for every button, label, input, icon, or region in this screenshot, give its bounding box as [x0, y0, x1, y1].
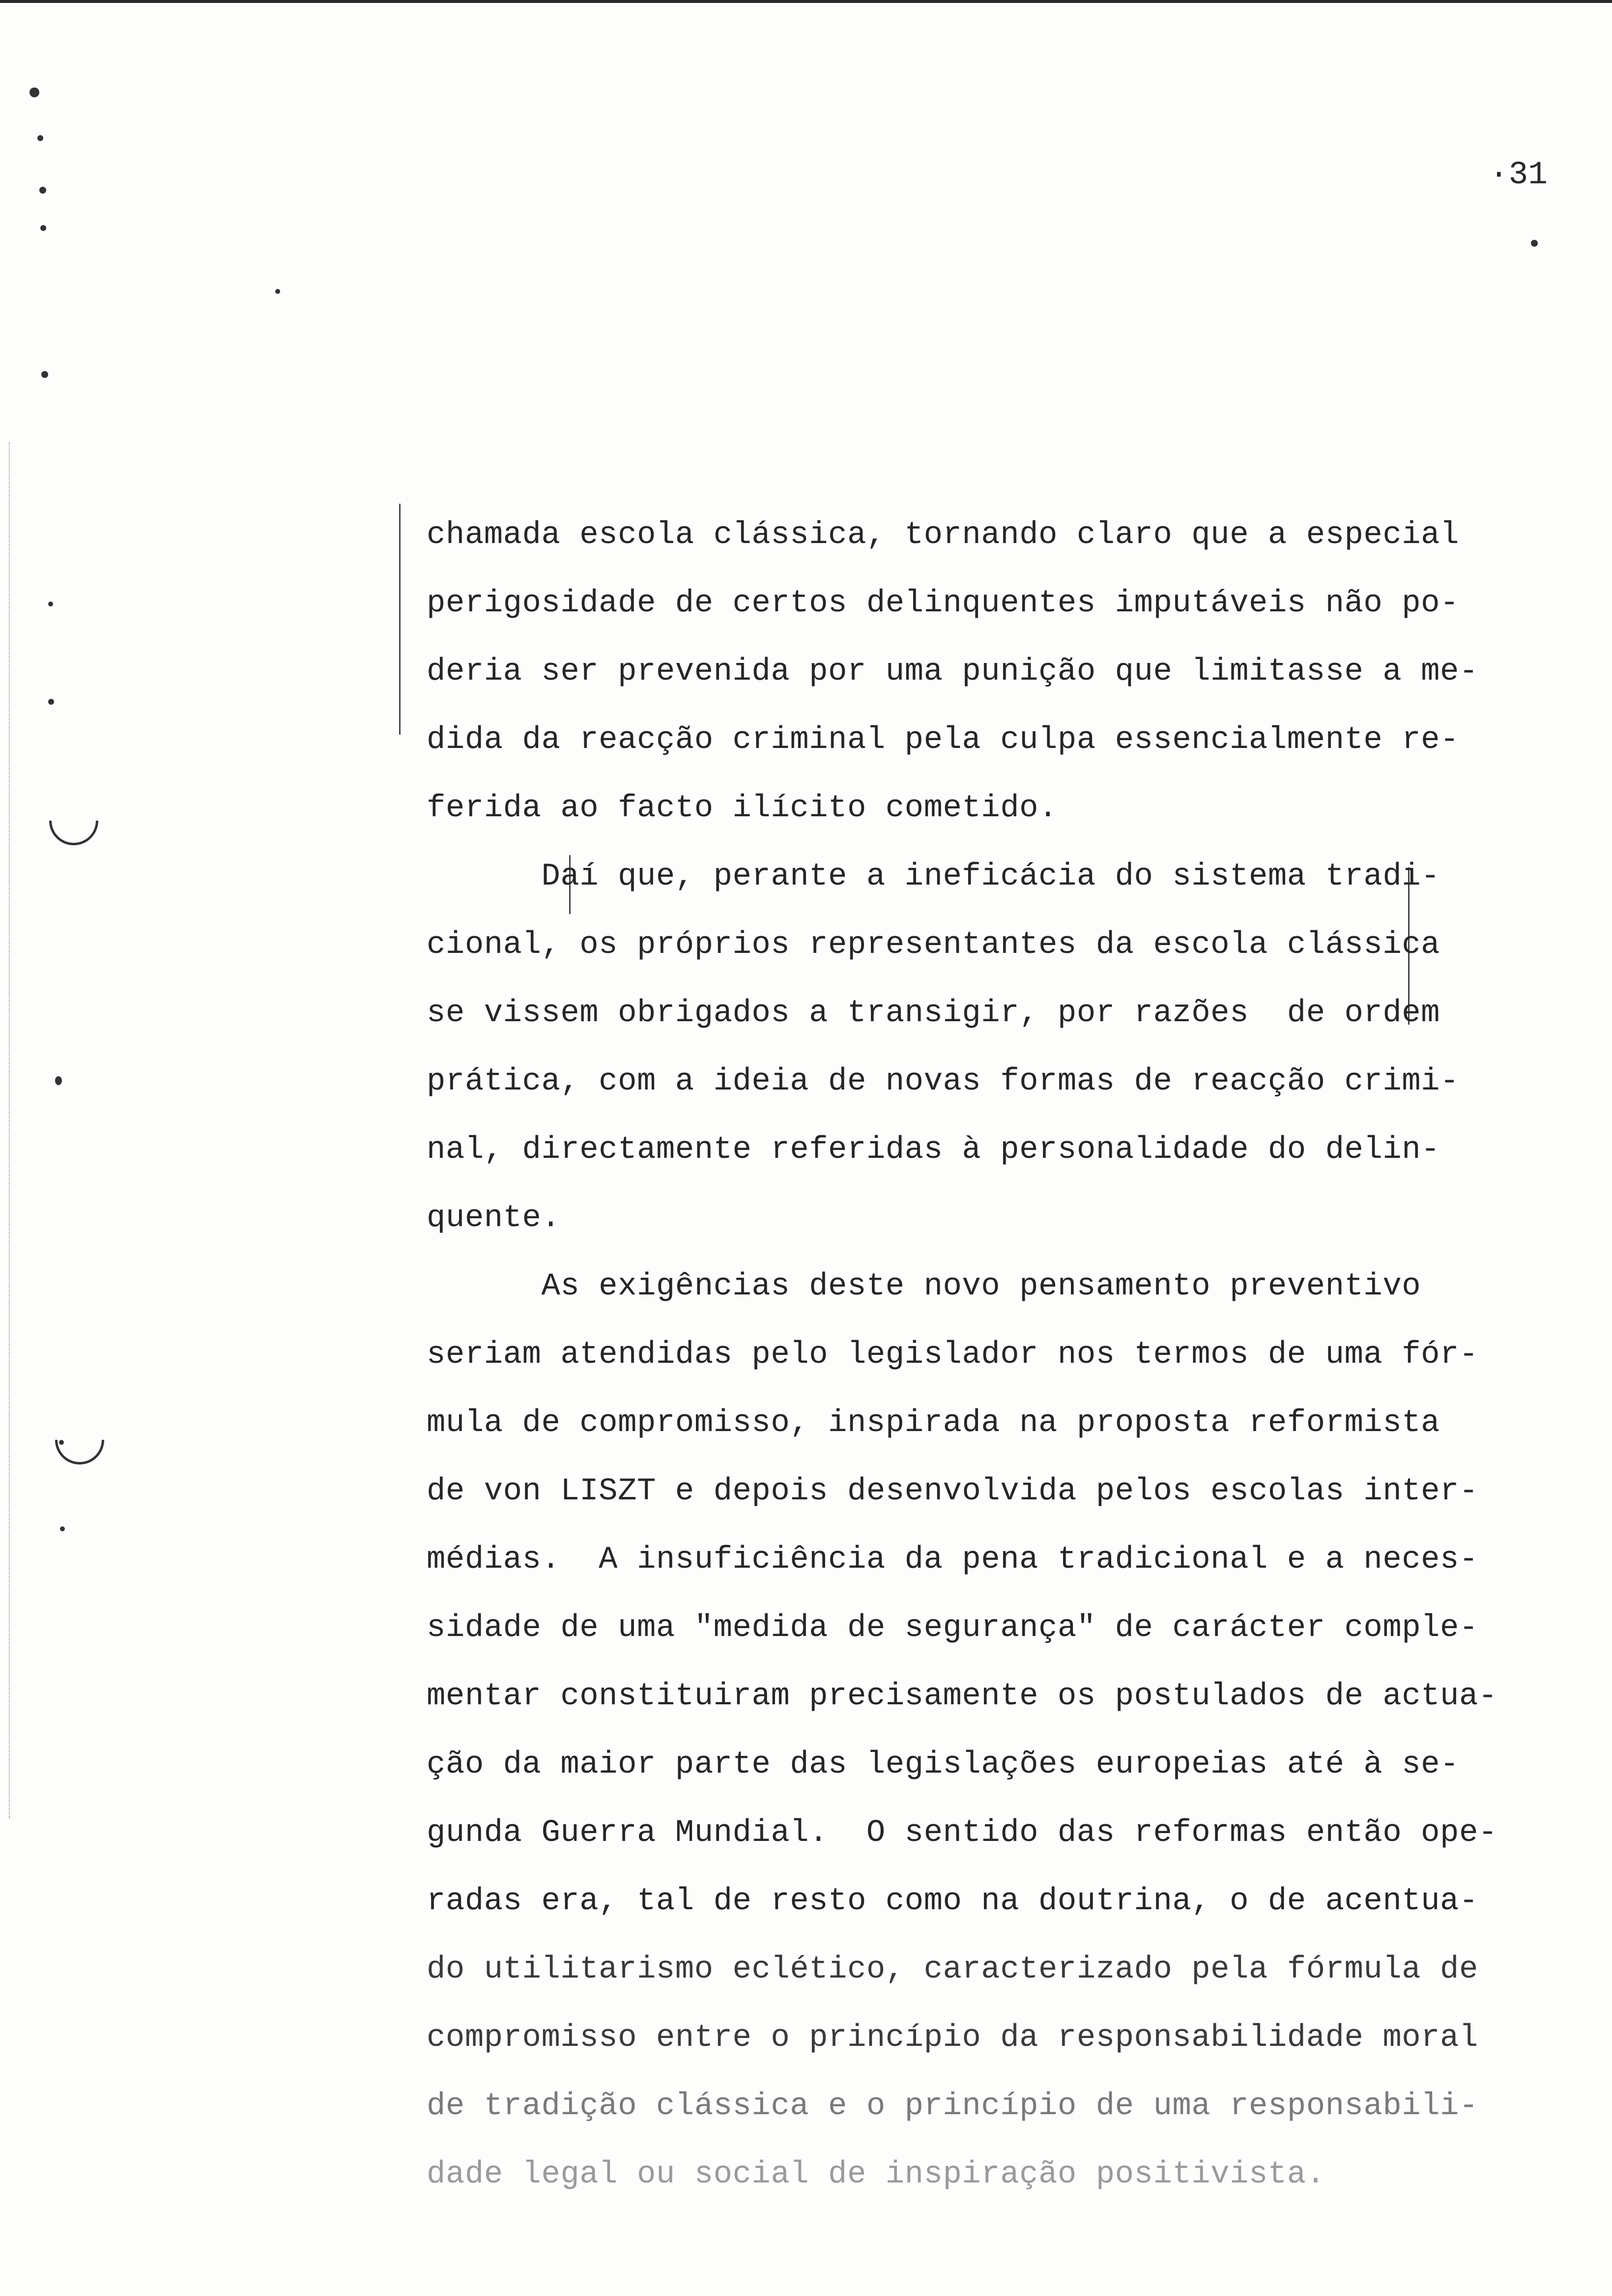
margin-dot — [29, 87, 39, 97]
text-line: ção da maior parte das legislações europeias até à se- — [427, 1747, 1459, 1782]
text-line: do utilitarismo eclético, caracterizado pela fórmula de — [427, 1952, 1478, 1987]
text-line: quente. — [427, 1201, 561, 1236]
text-line: chamada escola clássica, tornando claro que a especial — [427, 517, 1459, 553]
text-line: de tradição clássica e o princípio de uma responsabili- — [427, 2089, 1478, 2124]
text-line: ferida ao facto ilícito cometido. — [427, 791, 1058, 826]
margin-dot — [48, 602, 53, 606]
margin-dot — [39, 187, 46, 194]
text-line: seriam atendidas pelo legislador nos termos de uma fór- — [427, 1337, 1478, 1373]
text-line: cional, os próprios representantes da escola clássica — [427, 927, 1440, 963]
text-line: prática, com a ideia de novas formas de reacção crimi- — [427, 1064, 1459, 1099]
text-line: perigosidade de certos delinquentes imputáveis não po- — [427, 586, 1459, 621]
text-line: Daí que, perante a ineficácia do sistema tradi- — [427, 859, 1440, 894]
text-line: As exigências deste novo pensamento preventivo — [427, 1269, 1421, 1304]
margin-dot — [1531, 240, 1538, 247]
margin-dot — [48, 699, 54, 705]
text-line: deria ser prevenida por uma punição que limitasse a me- — [427, 654, 1478, 689]
margin-dot — [37, 135, 43, 141]
scan-edge-artifact — [9, 442, 11, 1818]
text-line: dida da reacção criminal pela culpa essencialmente re- — [427, 722, 1459, 758]
text-line: mentar constituiram precisamente os postulados de actua- — [427, 1679, 1497, 1714]
text-line: dade legal ou social de inspiração positivista. — [427, 2157, 1325, 2192]
top-border — [0, 0, 1612, 3]
margin-dot — [55, 1076, 62, 1085]
margin-dot — [275, 289, 280, 294]
text-line: de von LISZT e depois desenvolvida pelos escolas inter- — [427, 1474, 1478, 1509]
text-line: sidade de uma "medida de segurança" de carácter comple- — [427, 1610, 1478, 1646]
margin-dot — [40, 225, 46, 231]
margin-dot — [60, 1526, 65, 1531]
text-line: compromisso entre o princípio da responsabilidade moral — [427, 2020, 1478, 2056]
text-line: se vissem obrigados a transigir, por razões de ordem — [427, 996, 1440, 1031]
margin-vertical-line — [399, 504, 401, 735]
margin-dot — [41, 371, 48, 378]
text-line: gunda Guerra Mundial. O sentido das reformas então ope- — [427, 1815, 1497, 1851]
text-line: radas era, tal de resto como na doutrina, o de acentua- — [427, 1884, 1478, 1919]
text-line: nal, directamente referidas à personalidade do delin- — [427, 1132, 1440, 1168]
page-number: ·31 — [1489, 156, 1548, 193]
text-line: mula de compromisso, inspirada na proposta reformista — [427, 1406, 1440, 1441]
margin-arc-mark — [45, 1405, 114, 1474]
margin-arc-mark — [39, 786, 108, 855]
document-body — [427, 501, 1557, 2209]
text-line: médias. A insuficiência da pena tradicional e a neces- — [427, 1542, 1478, 1578]
